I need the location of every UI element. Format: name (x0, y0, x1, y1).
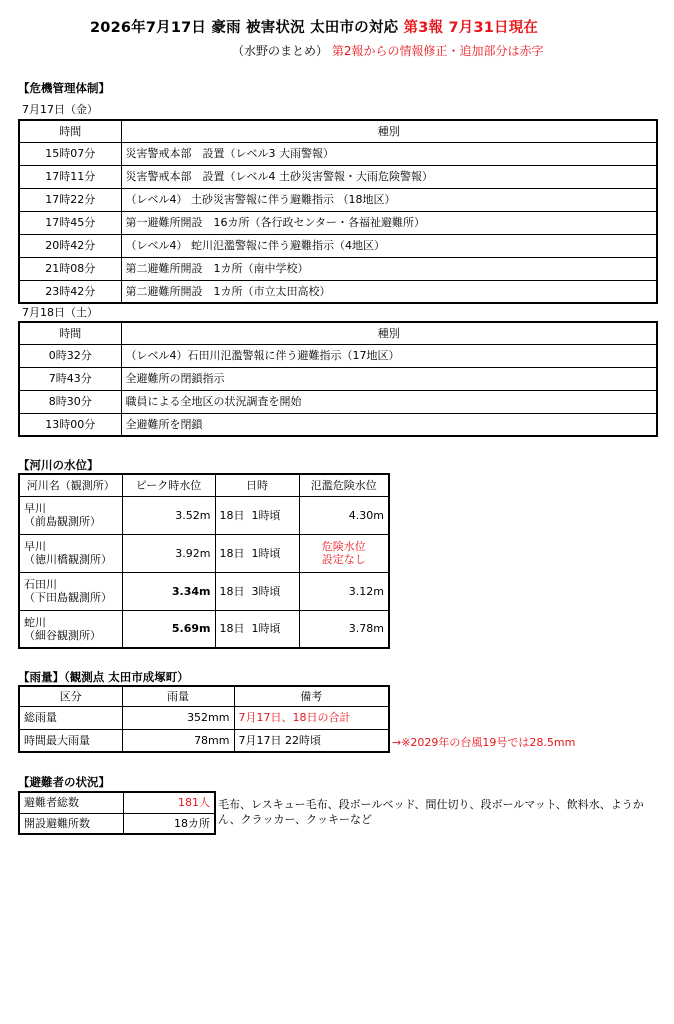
rain-table (18, 685, 390, 753)
table-row (19, 534, 389, 572)
rain-label: 総雨量 (19, 706, 122, 729)
evacuees-heading: 【避難者の状況】 (18, 775, 110, 789)
river-name: 早川 (24, 540, 46, 553)
crisis-day2-table (18, 321, 658, 437)
table-row (19, 729, 389, 752)
supplies-line: 毛布、レスキュー毛布、段ボールベッド、間仕切り、段ボールマット、飲料水、ようか (218, 798, 644, 811)
row-time: 17時11分 (19, 165, 121, 188)
row-time: 15時07分 (19, 142, 121, 165)
peak-day: 18日 (219, 584, 245, 598)
table-row (19, 367, 657, 390)
river-station: （徳川橋観測所） (24, 553, 112, 566)
rain-value: 352mm (122, 706, 234, 729)
row-desc: 職員による全地区の状況調査を開始 (121, 390, 657, 413)
table-row (19, 413, 657, 436)
rain-label: 時間最大雨量 (19, 729, 122, 752)
table-row (19, 390, 657, 413)
col-header-remarks: 備考 (234, 686, 389, 706)
table-row (19, 257, 657, 280)
peak-hour: 1時頃 (251, 546, 281, 560)
table-row (19, 706, 389, 729)
row-desc: 第二避難所開設 1カ所（市立太田高校） (121, 280, 657, 303)
danger-level-note: 設定なし (321, 553, 366, 566)
row-desc: 第二避難所開設 1カ所（南中学校） (121, 257, 657, 280)
evacuees-label: 避難者総数 (19, 792, 123, 813)
col-header-datetime: 日時 (215, 474, 299, 496)
crisis-day1-table (18, 119, 658, 304)
row-time: 23時42分 (19, 280, 121, 303)
col-header-rainfall: 雨量 (122, 686, 234, 706)
peak-hour: 1時頃 (251, 508, 281, 522)
peak-level: 3.92m (122, 534, 215, 572)
table-row (19, 496, 389, 534)
peak-level: 3.34m (122, 572, 215, 610)
river-station: （下田島観測所） (24, 591, 112, 604)
table-row (19, 813, 215, 834)
rain-note: 7月17日、18日の合計 (234, 706, 389, 729)
row-desc: 災害警戒本部 設置（レベル3 大雨警報） (121, 142, 657, 165)
peak-day: 18日 (219, 508, 245, 522)
title-main: 2026年7月17日 豪雨 被害状況 太田市の対応 (90, 20, 399, 36)
danger-level: 3.78m (348, 622, 384, 636)
evacuees-table (18, 791, 216, 835)
row-time: 17時45分 (19, 211, 121, 234)
river-heading: 【河川の水位】 (18, 458, 99, 472)
peak-level: 3.52m (122, 496, 215, 534)
table-row (19, 142, 657, 165)
col-header-river-name: 河川名（観測所） (19, 474, 122, 496)
document-title (90, 16, 538, 37)
table-row (19, 211, 657, 234)
peak-level: 5.69m (122, 610, 215, 648)
row-desc: 災害警戒本部 設置（レベル4 土砂災害警報・大雨危険警報） (121, 165, 657, 188)
col-header-time: 時間 (19, 322, 121, 344)
peak-hour: 1時頃 (251, 622, 281, 636)
col-header-peak-level: ピーク時水位 (122, 474, 215, 496)
danger-level: 4.30m (348, 508, 384, 522)
table-row (19, 165, 657, 188)
row-time: 7時43分 (19, 367, 121, 390)
col-header-category: 区分 (19, 686, 122, 706)
table-row (19, 280, 657, 303)
river-name: 石田川 (24, 578, 57, 591)
crisis-day1-date: 7月17日（金） (22, 103, 98, 116)
subtitle-author: （水野のまとめ） (232, 44, 329, 58)
supplies-line: ん、クラッカー、クッキーなど (218, 813, 372, 826)
row-desc: （レベル4）石田川氾濫警報に伴う避難指示（17地区） (121, 344, 657, 367)
row-time: 13時00分 (19, 413, 121, 436)
row-desc: 第一避難所開設 16カ所（各行政センター・各福祉避難所） (121, 211, 657, 234)
row-time: 8時30分 (19, 390, 121, 413)
evacuees-value: 18カ所 (123, 813, 215, 834)
table-row (19, 572, 389, 610)
row-desc: （レベル4） 蛇川氾濫警報に伴う避難指示（4地区） (121, 234, 657, 257)
row-time: 17時22分 (19, 188, 121, 211)
row-time: 21時08分 (19, 257, 121, 280)
river-name: 早川 (24, 502, 46, 515)
row-time: 0時32分 (19, 344, 121, 367)
row-time: 20時42分 (19, 234, 121, 257)
danger-level: 危険水位 (321, 540, 366, 553)
table-row (19, 610, 389, 648)
rain-side-note: →※2029年の台風19号では28.5mm (392, 736, 576, 749)
rain-heading: 【雨量】（観測点 太田市成塚町） (18, 670, 189, 684)
row-desc: （レベル4） 土砂災害警報に伴う避難指示 （18地区） (121, 188, 657, 211)
evacuees-label: 開設避難所数 (19, 813, 123, 834)
peak-day: 18日 (219, 622, 245, 636)
evacuees-value: 181人 (123, 792, 215, 813)
col-header-time: 時間 (19, 120, 121, 142)
peak-day: 18日 (219, 546, 245, 560)
row-desc: 全避難所の閉鎖指示 (121, 367, 657, 390)
col-header-danger-level: 氾濫危険水位 (299, 474, 389, 496)
river-table (18, 473, 390, 649)
crisis-heading: 【危機管理体制】 (18, 81, 110, 95)
rain-value: 78mm (122, 729, 234, 752)
table-row (19, 188, 657, 211)
danger-level: 3.12m (348, 584, 384, 598)
col-header-type: 種別 (121, 120, 657, 142)
document-subtitle (232, 42, 543, 59)
row-desc: 全避難所を閉鎖 (121, 413, 657, 436)
title-report-number: 第3報 7月31日現在 (403, 20, 539, 36)
river-name: 蛇川 (24, 615, 46, 629)
table-row (19, 792, 215, 813)
subtitle-note: 第2報からの情報修正・追加部分は赤字 (331, 44, 544, 58)
crisis-day2-date: 7月18日（土） (22, 306, 98, 319)
col-header-type: 種別 (121, 322, 657, 344)
table-row (19, 344, 657, 367)
river-station: （前島観測所） (24, 515, 101, 528)
rain-note: 7月17日 22時頃 (234, 729, 389, 752)
peak-hour: 3時頃 (251, 584, 281, 598)
table-row (19, 234, 657, 257)
river-station: （細谷観測所） (24, 628, 101, 642)
supplies-list (218, 797, 644, 827)
